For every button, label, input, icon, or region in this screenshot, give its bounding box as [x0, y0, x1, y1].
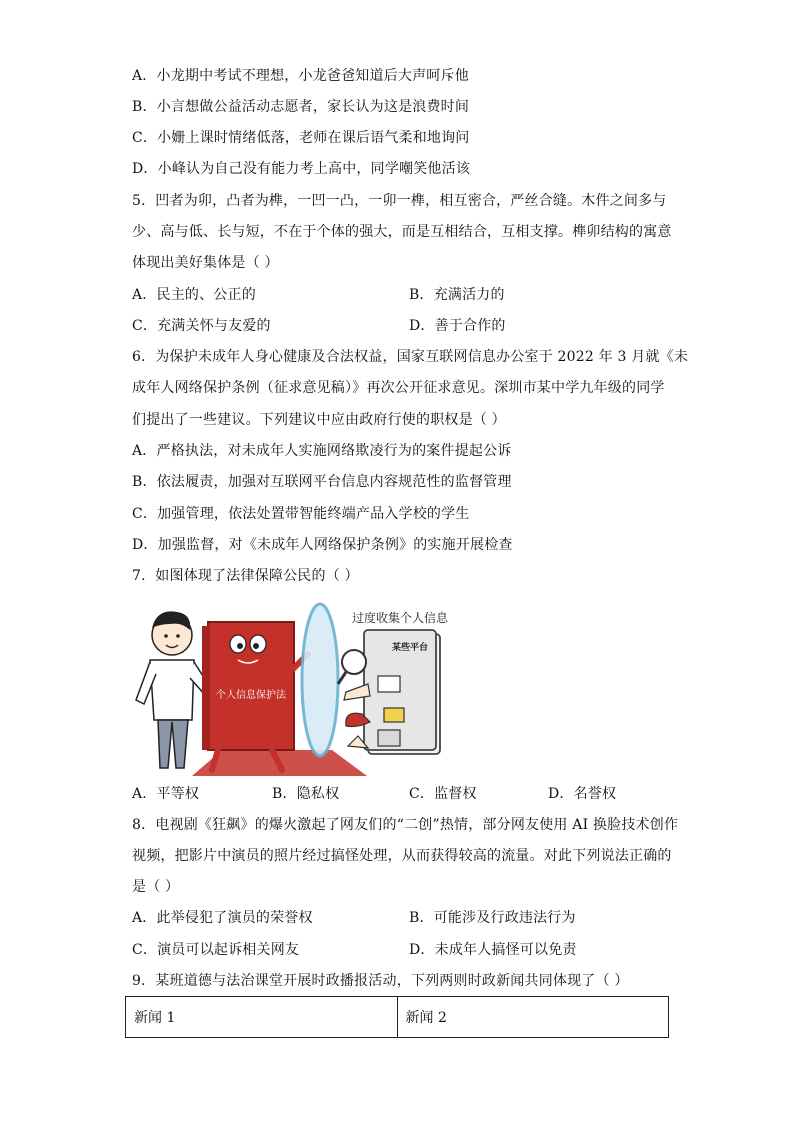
q6-option-a: A．严格执法，对未成年人实施网络欺凌行为的案件提起公诉 — [132, 443, 512, 459]
q5-stem-line-1: 5．凹者为卯，凸者为榫，一凹一凸，一卯一榫，相互密合，严丝合缝。木件之间多与 — [132, 193, 667, 209]
q8-stem-line-2: 视频，把影片中演员的照片经过搞怪处理，从而获得较高的流量。对此下列说法正确的 — [132, 848, 672, 864]
q6-option-c: C．加强管理，依法处置带智能终端产品入学校的学生 — [132, 506, 470, 522]
q6-stem-line-1: 6．为保护未成年人身心健康及合法权益，国家互联网信息办公室于 2022 年 3 月就《未 — [132, 349, 689, 365]
shield-lens — [302, 604, 338, 756]
figure-caption: 过度收集个人信息 — [352, 611, 449, 625]
q4-option-d: D．小峰认为自己没有能力考上高中，同学嘲笑他活该 — [132, 161, 471, 177]
platform-label: 某些平台 — [392, 642, 429, 652]
q8-stem-line-1: 8．电视剧《狂飙》的爆火激起了网友们的“二创”热情，部分网友使用 AI 换脸技术创作 — [132, 817, 679, 833]
q8-option-c: C．演员可以起诉相关网友 — [132, 942, 300, 958]
law-book — [202, 622, 308, 770]
q6-stem-line-2: 成年人网络保护条例（征求意见稿）》再次公开征求意见。深圳市某中学九年级的同学 — [132, 380, 665, 396]
q7-option-a: A．平等权 — [132, 786, 200, 802]
magnifier-icon — [338, 650, 366, 684]
q7-option-d: D．名誉权 — [548, 786, 617, 802]
q5-option-b: B．充满活力的 — [409, 287, 505, 303]
q8-option-a: A．此举侵犯了演员的荣誉权 — [132, 910, 313, 926]
q6-stem-line-3: 们提出了一些建议。下列建议中应由政府行使的职权是（ ） — [132, 412, 506, 428]
q5-option-c: C．充满关怀与友爱的 — [132, 318, 271, 334]
q8-option-d: D．未成年人搞怪可以免责 — [409, 942, 577, 958]
q7-option-c: C．监督权 — [409, 786, 477, 802]
book-title: 个人信息保护法 — [216, 690, 286, 701]
q7-stem: 7．如图体现了法律保障公民的（ ） — [132, 568, 359, 584]
table-row — [126, 997, 669, 1038]
q5-stem-line-2: 少、高与低、长与短，不在于个体的强大，而是互相结合，互相支撑。榫卯结构的寓意 — [132, 224, 672, 240]
q4-option-a: A．小龙期中考试不理想，小龙爸爸知道后大声呵斥他 — [132, 68, 469, 84]
q8-option-b: B．可能涉及行政违法行为 — [409, 910, 576, 926]
q7-option-b: B．隐私权 — [272, 786, 340, 802]
q5-option-a: A．民主的、公正的 — [132, 287, 256, 303]
q7-illustration — [132, 600, 452, 776]
q4-option-b: B．小言想做公益活动志愿者，家长认为这是浪费时间 — [132, 99, 470, 115]
q4-option-c: C．小姗上课时情绪低落，老师在课后语气柔和地询问 — [132, 130, 470, 146]
q9-stem: 9．某班道德与法治课堂开展时政播报活动，下列两则时政新闻共同体现了（ ） — [132, 973, 629, 989]
q8-stem-line-3: 是（ ） — [132, 879, 180, 895]
news-1-header: 新闻 1 — [126, 997, 398, 1038]
q5-option-d: D．善于合作的 — [409, 318, 506, 334]
man-figure — [136, 611, 212, 768]
platform-phone — [364, 630, 440, 754]
q9-news-table — [125, 996, 669, 1038]
q6-option-d: D．加强监督，对《未成年人网络保护条例》的实施开展检查 — [132, 537, 513, 553]
q6-option-b: B．依法履责，加强对互联网平台信息内容规范性的监督管理 — [132, 474, 512, 490]
q5-stem-line-3: 体现出美好集体是（ ） — [132, 255, 279, 271]
news-2-header: 新闻 2 — [397, 997, 669, 1038]
